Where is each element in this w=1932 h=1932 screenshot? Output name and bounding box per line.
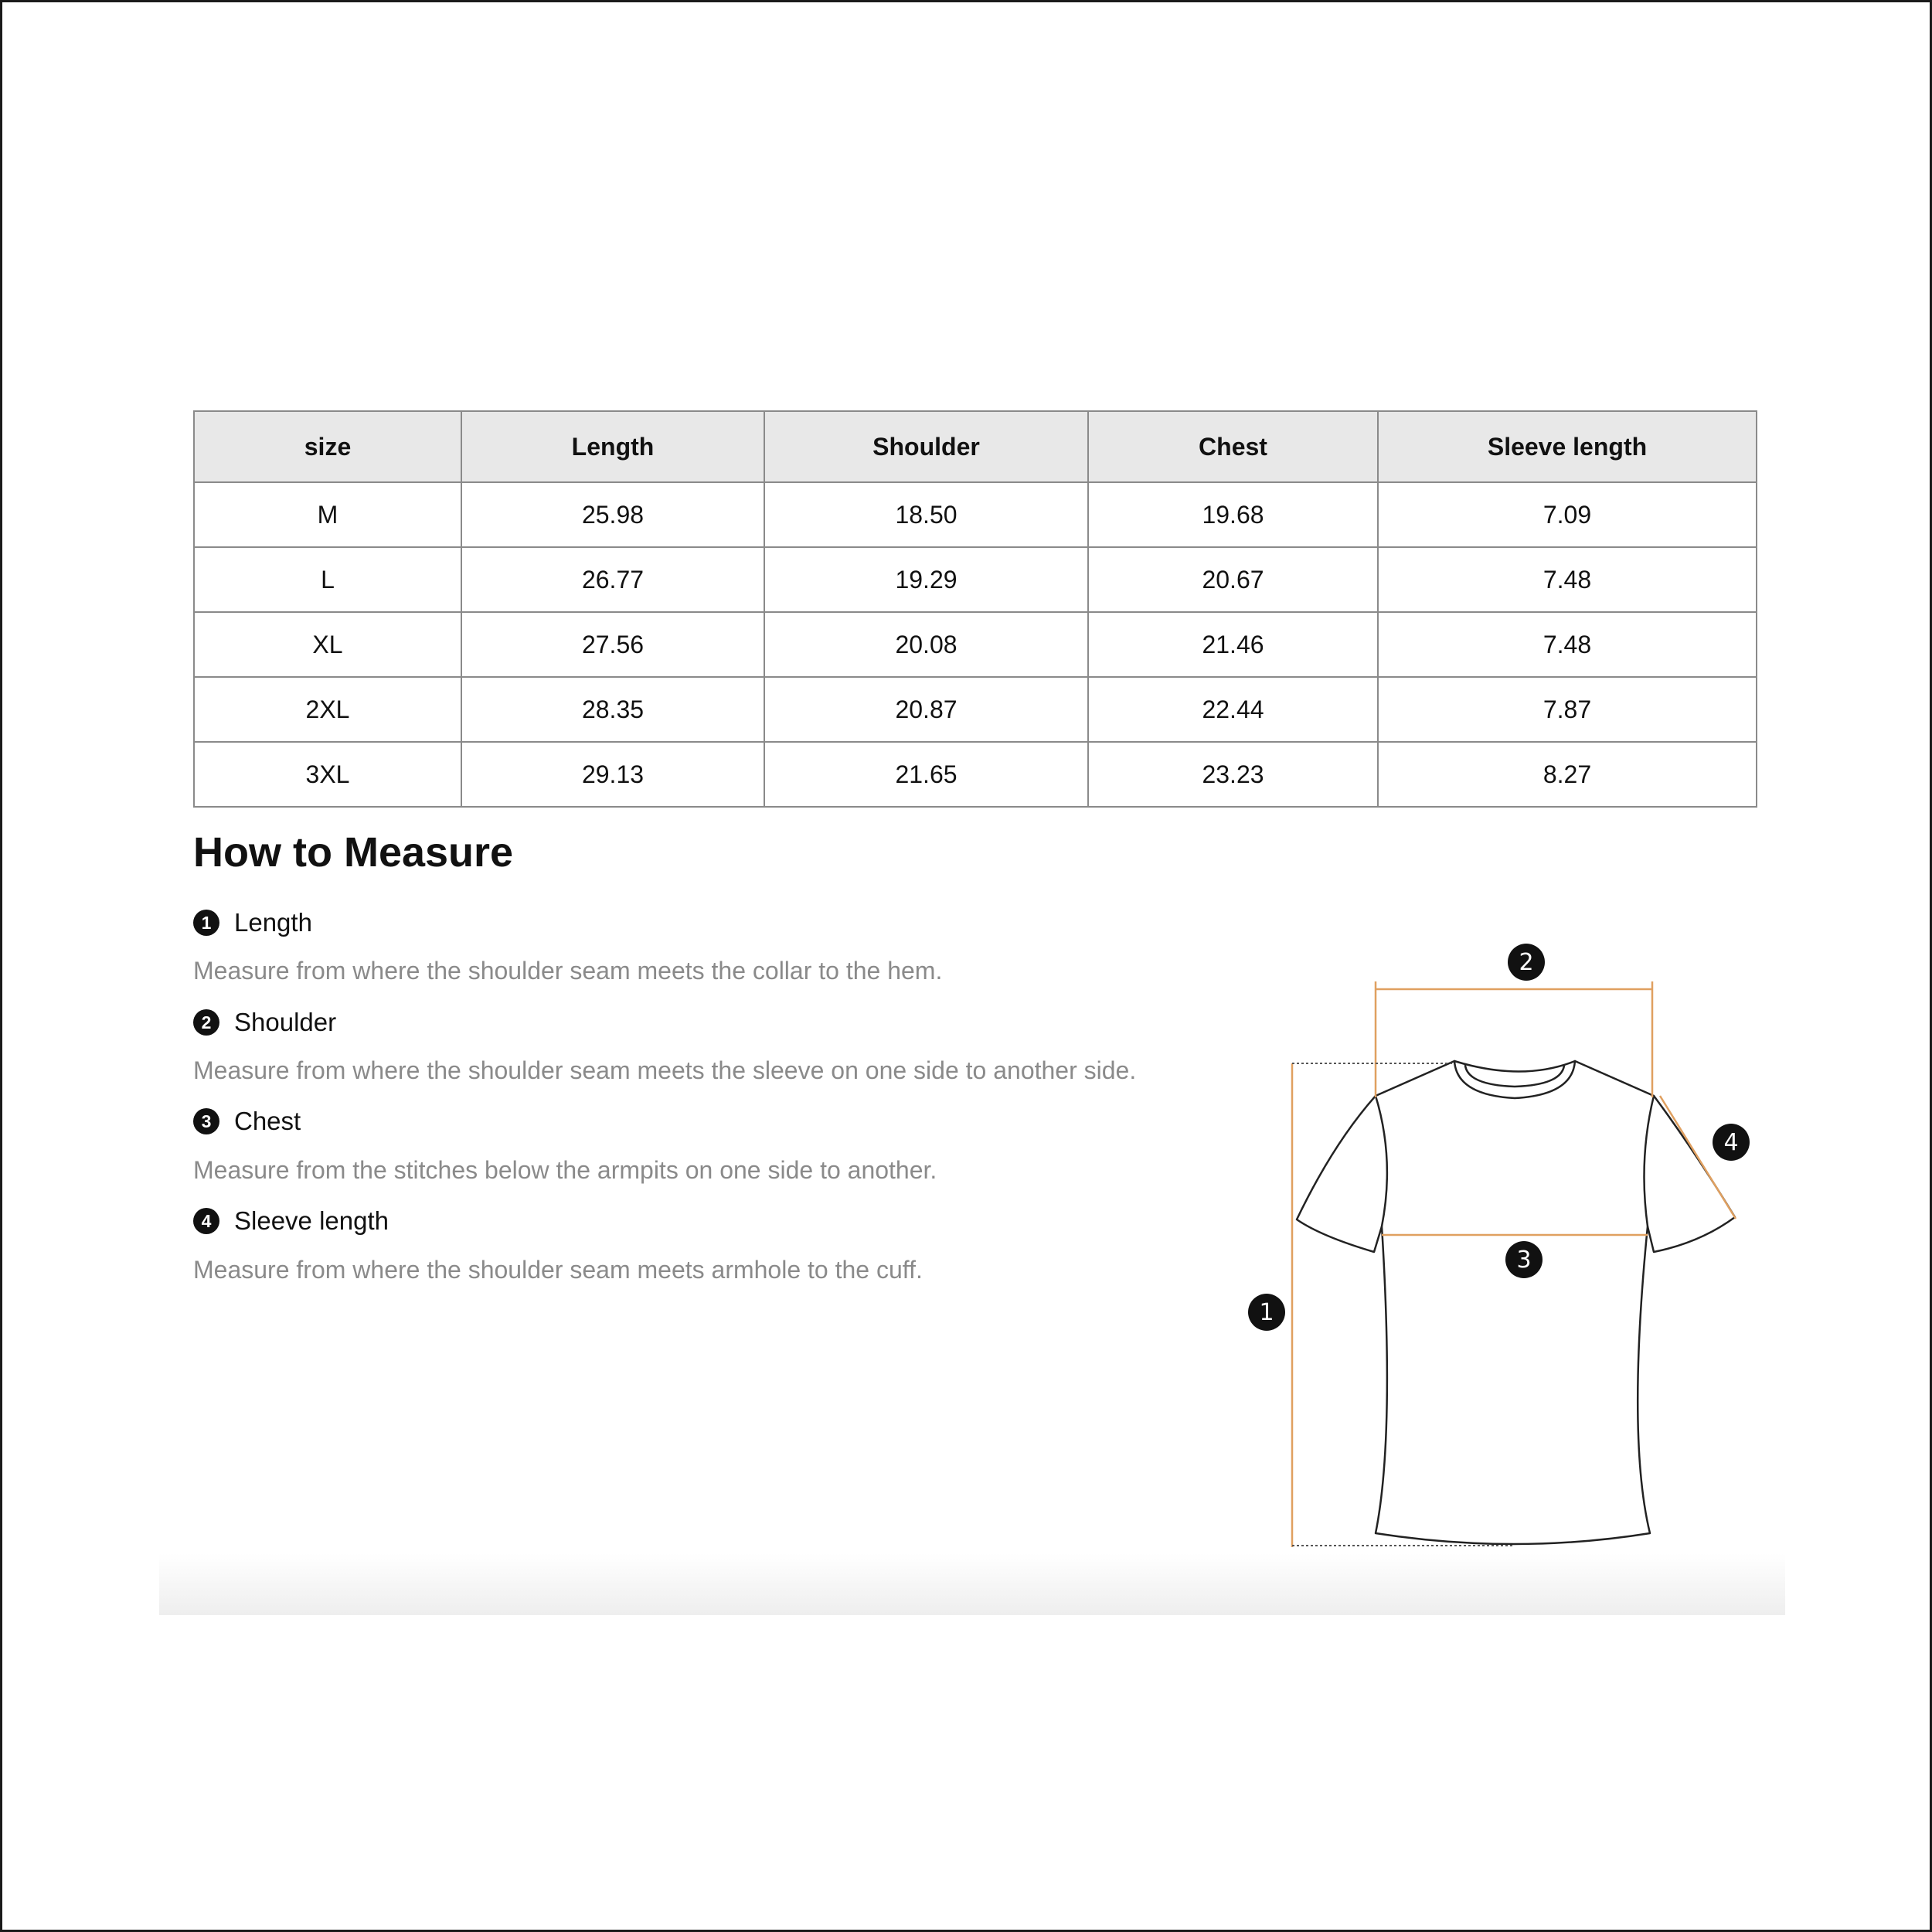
step-chest-heading xyxy=(193,1107,301,1136)
header-sleeve-length: Sleeve length xyxy=(1378,411,1757,482)
tshirt-measurement-diagram xyxy=(1221,920,1777,1561)
cell-size: L xyxy=(194,547,461,612)
marker-3 xyxy=(1505,1241,1543,1278)
table-row xyxy=(194,482,1757,547)
header-length: Length xyxy=(461,411,764,482)
cell-chest: 20.67 xyxy=(1088,547,1378,612)
tshirt-outline xyxy=(1297,1061,1735,1544)
number-1-icon: 1 xyxy=(193,910,219,936)
header-shoulder: Shoulder xyxy=(764,411,1088,482)
step-shoulder-heading xyxy=(193,1008,336,1037)
marker-2 xyxy=(1508,944,1545,981)
marker-2-label: 2 xyxy=(1519,949,1534,976)
marker-1 xyxy=(1248,1294,1285,1331)
step-shoulder-description: Measure from where the shoulder seam meets the sleeve on one side to another side. xyxy=(193,1056,1137,1084)
cell-length: 29.13 xyxy=(461,742,764,807)
step-label: Shoulder xyxy=(234,1008,337,1036)
number-2-icon: 2 xyxy=(193,1009,219,1036)
cell-chest: 23.23 xyxy=(1088,742,1378,807)
step-chest-description: Measure from the stitches below the armpits on one side to another. xyxy=(193,1156,937,1184)
cell-length: 27.56 xyxy=(461,612,764,677)
cell-shoulder: 21.65 xyxy=(764,742,1088,807)
cell-sleeve-length: 8.27 xyxy=(1378,742,1757,807)
cell-size: XL xyxy=(194,612,461,677)
cell-size: 2XL xyxy=(194,677,461,742)
step-label: Length xyxy=(234,908,312,937)
cell-shoulder: 20.08 xyxy=(764,612,1088,677)
step-length-description: Measure from where the shoulder seam meets the collar to the hem. xyxy=(193,957,943,985)
bottom-fade-band xyxy=(159,1553,1785,1615)
dotted-reference-lines xyxy=(1292,1063,1515,1546)
step-length-heading xyxy=(193,908,312,937)
marker-3-label: 3 xyxy=(1516,1247,1532,1274)
cell-shoulder: 18.50 xyxy=(764,482,1088,547)
cell-length: 25.98 xyxy=(461,482,764,547)
cell-chest: 21.46 xyxy=(1088,612,1378,677)
marker-4 xyxy=(1713,1124,1750,1161)
how-to-measure-title: How to Measure xyxy=(193,829,514,876)
marker-1-label: 1 xyxy=(1259,1299,1274,1326)
cell-chest: 22.44 xyxy=(1088,677,1378,742)
table-header-row xyxy=(194,411,1757,482)
size-chart-table xyxy=(193,410,1757,808)
marker-4-label: 4 xyxy=(1723,1129,1739,1156)
table-row xyxy=(194,677,1757,742)
step-label: Chest xyxy=(234,1107,301,1135)
cell-sleeve-length: 7.48 xyxy=(1378,612,1757,677)
step-sleeve-length-heading xyxy=(193,1206,389,1236)
cell-shoulder: 19.29 xyxy=(764,547,1088,612)
header-size: size xyxy=(194,411,461,482)
cell-size: 3XL xyxy=(194,742,461,807)
cell-length: 26.77 xyxy=(461,547,764,612)
header-chest: Chest xyxy=(1088,411,1378,482)
cell-sleeve-length: 7.09 xyxy=(1378,482,1757,547)
cell-sleeve-length: 7.48 xyxy=(1378,547,1757,612)
table-row xyxy=(194,742,1757,807)
step-sleeve-length-description: Measure from where the shoulder seam meets armhole to the cuff. xyxy=(193,1256,923,1284)
cell-size: M xyxy=(194,482,461,547)
number-4-icon: 4 xyxy=(193,1208,219,1234)
table-row xyxy=(194,612,1757,677)
cell-chest: 19.68 xyxy=(1088,482,1378,547)
cell-shoulder: 20.87 xyxy=(764,677,1088,742)
cell-sleeve-length: 7.87 xyxy=(1378,677,1757,742)
number-3-icon: 3 xyxy=(193,1108,219,1134)
cell-length: 28.35 xyxy=(461,677,764,742)
table-row xyxy=(194,547,1757,612)
step-label: Sleeve length xyxy=(234,1206,389,1235)
